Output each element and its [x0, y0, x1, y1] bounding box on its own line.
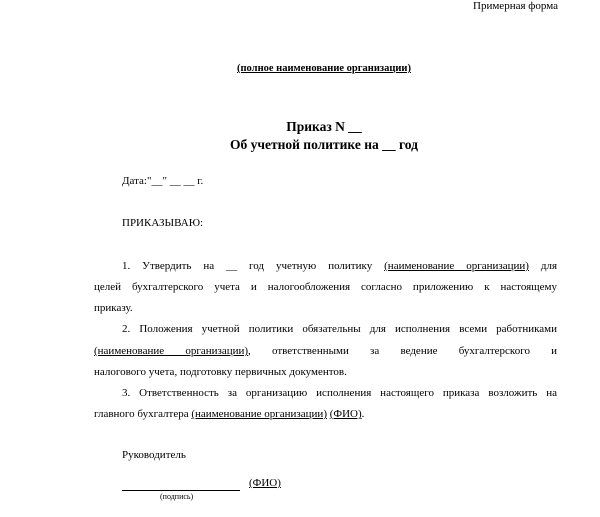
date-line: Дата:"__" __ __ г. — [122, 175, 204, 187]
signature-line — [122, 490, 240, 491]
org-name-field: (наименование организации) — [384, 260, 529, 272]
order-subtitle: Об учетной политике на __ год — [230, 137, 418, 152]
orders-word: ПРИКАЗЫВАЮ: — [122, 217, 204, 229]
signature-fio: (ФИО) — [249, 477, 281, 489]
item-1-line-2: целей бухгалтерского учета и налогообложения согласно приложению к настоящему — [94, 281, 557, 293]
item-2-line-1: 2. Положения учетной политики обязательны для исполнения всеми работниками — [122, 323, 557, 335]
org-name-caption: (полное наименование организации) — [237, 63, 411, 74]
item-2-line-3: налогового учета, подготовку первичных документов. — [94, 366, 347, 378]
item-3-line-2: главного бухгалтера (наименование организации) (ФИО). — [94, 408, 365, 420]
signature-caption: (подпись) — [160, 492, 194, 501]
item-1-line-3: приказу. — [94, 302, 133, 314]
signature-role: Руководитель — [122, 449, 186, 461]
fio-field: (ФИО) — [329, 408, 362, 420]
org-name-field: (наименование организации) — [94, 345, 249, 357]
org-name-field: (наименование организации) — [191, 408, 327, 420]
item-3-line-1: 3. Ответственность за организацию исполнения настоящего приказа возложить на — [122, 387, 557, 399]
item-2-line-2: (наименование организации), ответственными за ведение бухгалтерского и — [94, 345, 558, 357]
order-title: Приказ N __ — [286, 119, 362, 134]
form-label: Примерная форма — [473, 0, 558, 12]
item-1-line-1: 1. Утвердить на __ год учетную политику (наименование организации) для — [122, 260, 558, 272]
